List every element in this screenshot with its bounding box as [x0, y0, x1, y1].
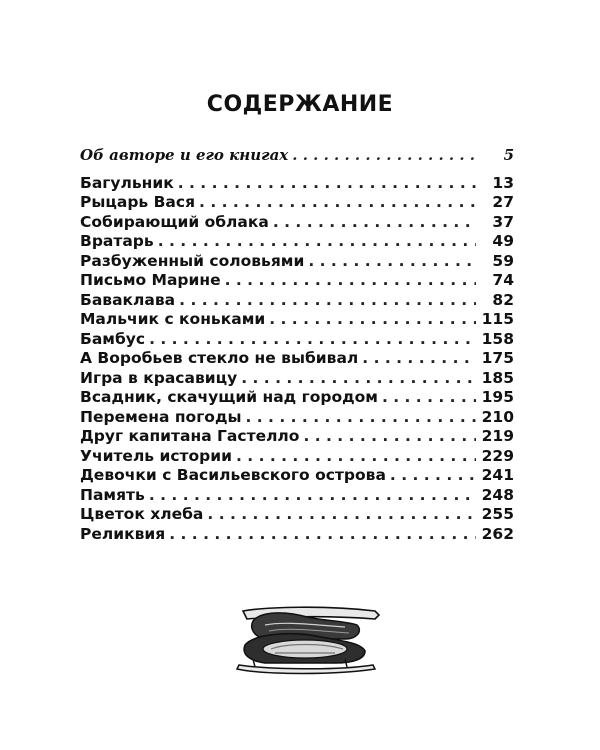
toc-entry-label: Девочки с Васильевского острова: [80, 466, 386, 484]
toc-page-number: 158: [481, 329, 514, 348]
toc-row: [80, 388, 514, 408]
toc-page-number: 241: [481, 466, 514, 484]
toc-row: [80, 505, 514, 525]
toc-entry-label: Вратарь: [80, 232, 154, 250]
toc-entry-label: Перемена погоды: [80, 407, 242, 426]
toc-entry-label: Баваклава: [80, 290, 176, 309]
dot-leader: [236, 447, 476, 467]
toc-row: [80, 408, 514, 428]
toc-row: [80, 193, 514, 213]
toc-page-number: 115: [481, 310, 514, 328]
dot-leader: [169, 525, 476, 545]
skate-blade-front: [237, 665, 375, 674]
ice-skates-illustration: [225, 597, 385, 677]
toc-row: [80, 330, 514, 350]
toc-page-number: 13: [492, 173, 514, 192]
dot-leader: [179, 291, 476, 311]
toc-row: [80, 466, 514, 486]
toc-entry-label: Разбуженный соловьями: [80, 251, 305, 270]
toc-row: [80, 525, 514, 545]
toc-entry-label: Мальчик с коньками: [80, 310, 266, 328]
dot-leader: [308, 252, 476, 272]
toc-page-number: 219: [481, 427, 514, 445]
toc-page-number: 37: [492, 212, 514, 231]
toc-row: [80, 427, 514, 447]
toc-row: [80, 447, 514, 467]
toc-row: [80, 271, 514, 291]
toc-entry-label: Всадник, скачущий над городом: [80, 388, 378, 406]
toc-entry-label: А Воробьев стекло не выбивал: [80, 349, 359, 367]
toc-row: [80, 291, 514, 311]
toc-page-number: 59: [492, 251, 514, 270]
dot-leader: [158, 232, 476, 252]
toc-row: [80, 349, 514, 369]
toc-entry-label: Цветок хлеба: [80, 505, 204, 523]
toc-entry-label: Рыцарь Вася: [80, 193, 196, 211]
toc-page-number: 27: [492, 193, 514, 211]
toc-entry-label: Об авторе и его книгах: [80, 146, 289, 164]
toc-page-number: 262: [481, 524, 514, 543]
toc-page-number: 248: [481, 485, 514, 504]
dot-leader: [178, 174, 476, 194]
toc-page-number: 82: [492, 290, 514, 309]
toc-row: [80, 174, 514, 194]
toc-page-number: 255: [481, 505, 514, 523]
toc-row: [80, 369, 514, 389]
toc-page-number: 185: [481, 368, 514, 387]
dot-leader: [199, 193, 476, 213]
dot-leader: [245, 408, 476, 428]
toc-intro-row: [80, 146, 514, 166]
toc-page-number: 210: [481, 407, 514, 426]
dot-leader: [269, 310, 476, 330]
toc-entry-label: Друг капитана Гастелло: [80, 427, 300, 445]
dot-leader: [303, 427, 476, 447]
toc-row: [80, 486, 514, 506]
dot-leader: [207, 505, 476, 525]
toc-row: [80, 310, 514, 330]
dot-leader: [149, 486, 476, 506]
dot-leader: [225, 271, 476, 291]
toc-entry-label: Игра в красавицу: [80, 368, 238, 387]
toc-page-number: 74: [492, 271, 514, 289]
toc-entry-label: Бамбус: [80, 329, 146, 348]
dot-leader: [362, 349, 476, 369]
dot-leader: [273, 213, 476, 233]
toc-row: [80, 252, 514, 272]
table-of-contents: [80, 146, 514, 544]
dot-leader: [292, 146, 476, 166]
dot-leader: [390, 466, 476, 486]
toc-page-number: 229: [481, 446, 514, 465]
page-title: СОДЕРЖАНИЕ: [206, 92, 394, 117]
toc-page-number: 195: [481, 388, 514, 406]
toc-entry-label: Реликвия: [80, 524, 166, 543]
toc-row: [80, 213, 514, 233]
dot-leader: [382, 388, 476, 408]
toc-entry-label: Багульник: [80, 173, 174, 192]
toc-entry-label: Собирающий облака: [80, 212, 269, 231]
toc-entry-label: Письмо Марине: [80, 271, 221, 289]
toc-page-number: 5: [503, 146, 514, 164]
toc-page-number: 175: [481, 349, 514, 367]
toc-entry-label: Учитель истории: [80, 446, 232, 465]
toc-entry-label: Память: [80, 485, 145, 504]
dot-leader: [241, 369, 476, 389]
toc-row: [80, 232, 514, 252]
dot-leader: [149, 330, 476, 350]
toc-page-number: 49: [492, 232, 514, 250]
